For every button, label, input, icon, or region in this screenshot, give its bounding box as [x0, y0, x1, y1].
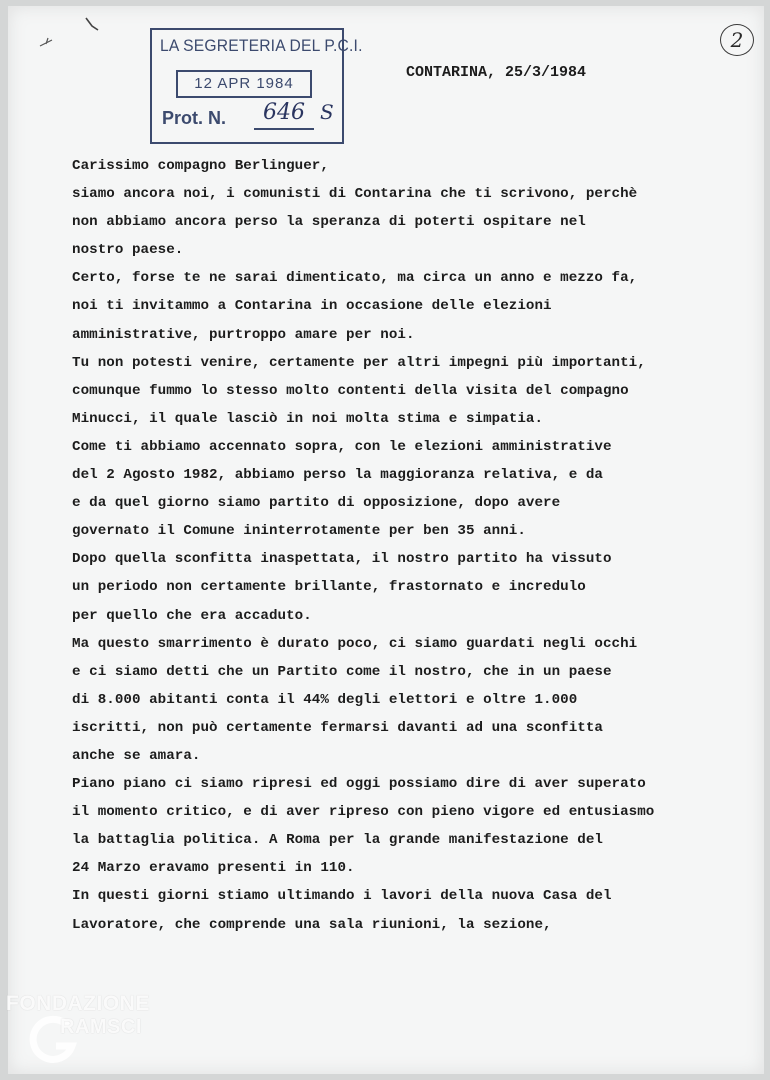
letter-line: e da quel giorno siamo partito di opposizione, dopo avere: [72, 495, 561, 512]
stamp-protocol-number: 646: [254, 100, 314, 130]
letter-line: comunque fummo lo stesso molto contenti della visita del compagno: [72, 382, 629, 399]
letter-line: un periodo non certamente brillante, frastornato e incredulo: [72, 579, 586, 596]
letter-line: Come ti abbiamo accennato sopra, con le elezioni amministrative: [72, 438, 612, 455]
letter-line: e ci siamo detti che un Partito come il nostro, che in un paese: [72, 663, 612, 680]
letter-line: Dopo quella sconfitta inaspettata, il nostro partito ha vissuto: [72, 551, 612, 568]
letter-line: nostro paese.: [72, 242, 184, 259]
letter-line: Carissimo compagno Berlinguer,: [72, 158, 329, 174]
letter-line: di 8.000 abitanti conta il 44% degli elettori e oltre 1.000: [72, 691, 578, 708]
letter-line: amministrative, purtroppo amare per noi.: [72, 326, 415, 343]
letter-line: Tu non potesti venire, certamente per altri impegni più importanti,: [72, 354, 646, 371]
letter-line: Piano piano ci siamo ripresi ed oggi possiamo dire di aver superato: [72, 776, 646, 793]
letter-line: Minucci, il quale lasciò in noi molta stima e simpatia.: [72, 410, 544, 427]
page-number: 2: [720, 24, 754, 56]
stamp-title: LA SEGRETERIA DEL P.C.I.: [160, 36, 363, 55]
letter-line: per quello che era accaduto.: [72, 607, 312, 624]
stamp-date: 12 APR 1984: [176, 70, 312, 98]
letter-body: [72, 152, 752, 939]
letter-line: siamo ancora noi, i comunisti di Contarina che ti scrivono, perchè: [72, 186, 638, 203]
place-date: CONTARINA, 25/3/1984: [406, 64, 587, 81]
letter-line: Certo, forse te ne sarai dimenticato, ma circa un anno e mezzo fa,: [72, 270, 638, 287]
secretariat-stamp: [150, 28, 363, 144]
letter-line: Ma questo smarrimento è durato poco, ci siamo guardati negli occhi: [72, 635, 638, 652]
letter-line: iscritti, non può certamente fermarsi davanti ad una sconfitta: [72, 719, 603, 736]
letter-line: Lavoratore, che comprende una sala riunioni, la sezione,: [72, 916, 552, 933]
letter-line: il momento critico, e di aver ripreso con pieno vigore ed entusiasmo: [72, 804, 655, 821]
archive-watermark: [6, 992, 206, 1072]
letter-line: anche se amara.: [72, 747, 201, 764]
watermark-line-2: RAMSCI: [60, 1016, 142, 1038]
stamp-protocol-suffix: S: [320, 100, 334, 124]
letter-line: non abbiamo ancora perso la speranza di poterti ospitare nel: [72, 214, 586, 231]
letter-line: 24 Marzo eravamo presenti in 110.: [72, 860, 355, 877]
letter-page: [8, 6, 764, 1074]
letter-line: In questi giorni stiamo ultimando i lavori della nuova Casa del: [72, 888, 612, 905]
letter-line: la battaglia politica. A Roma per la grande manifestazione del: [72, 832, 603, 849]
stamp-protocol-label: Prot. N.: [162, 108, 227, 128]
letter-line: governato il Comune ininterrotamente per ben 35 anni.: [72, 523, 526, 540]
watermark-line-1: FONDAZIONE: [6, 992, 150, 1015]
letter-line: del 2 Agosto 1982, abbiamo perso la maggioranza relativa, e da: [72, 467, 603, 484]
letter-line: noi ti invitammo a Contarina in occasione delle elezioni: [72, 298, 552, 315]
pen-mark-decoration: [32, 14, 112, 54]
